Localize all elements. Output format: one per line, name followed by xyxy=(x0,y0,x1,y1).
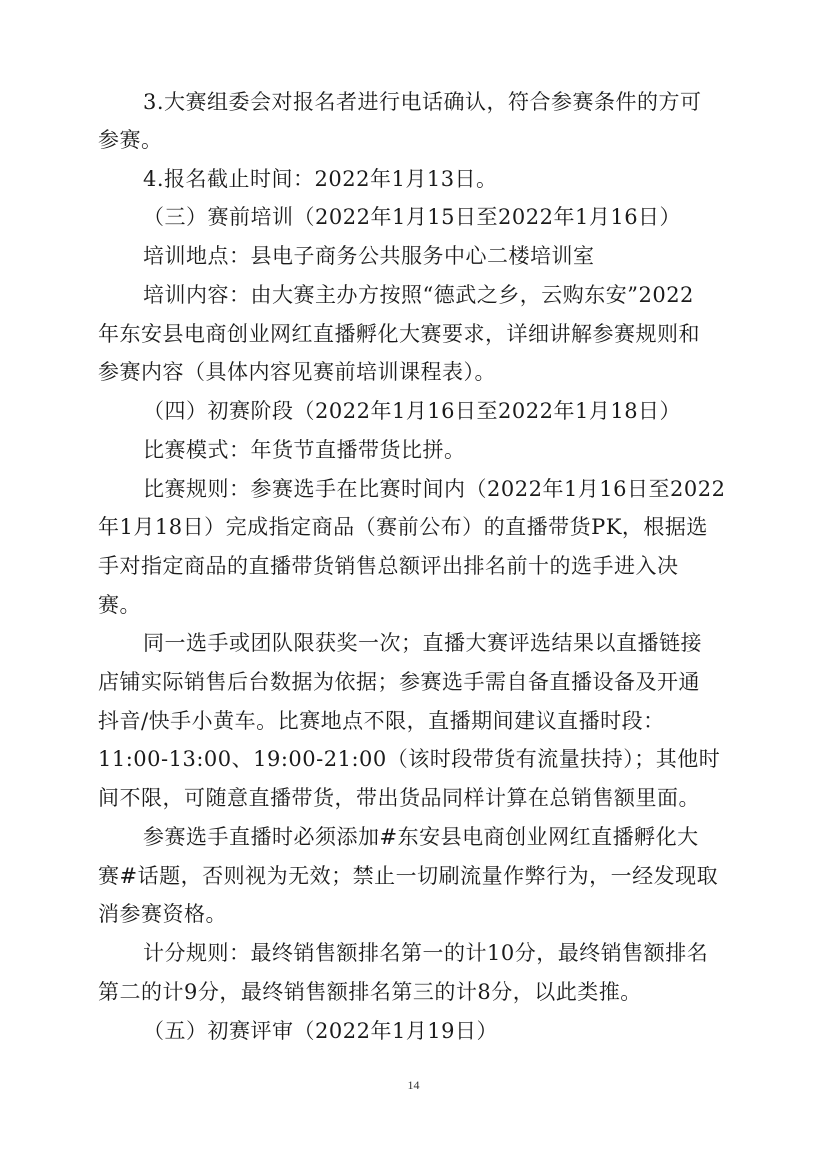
text-line: 参赛内容（具体内容见赛前培训课程表）。 xyxy=(98,360,496,384)
text-line: 培训地点：县电子商务公共服务中心二楼培训室 xyxy=(143,244,595,268)
section-heading: （五）初赛评审（2022年1月19日） xyxy=(143,1019,499,1043)
text-line: 消参赛资格。 xyxy=(98,902,227,926)
text-line: 间不限，可随意直播带货，带出货品同样计算在总销售额里面。 xyxy=(98,786,700,810)
page-number: 14 xyxy=(407,1078,420,1092)
text-line: 同一选手或团队限获奖一次；直播大赛评选结果以直播链接 xyxy=(143,631,702,655)
text-line: 11:00-13:00、19:00-21:00（该时段带货有流量扶持）；其他时 xyxy=(98,747,721,771)
text-line: 3.大赛组委会对报名者进行电话确认，符合参赛条件的方可 xyxy=(143,90,702,114)
text-line: 计分规则：最终销售额排名第一的计10分，最终销售额排名 xyxy=(143,941,709,965)
text-line: 比赛模式：年货节直播带货比拼。 xyxy=(143,438,466,462)
text-line: 抖音/快手小黄车。比赛地点不限，直播期间建议直播时段： xyxy=(98,709,665,733)
text-line: 店铺实际销售后台数据为依据；参赛选手需自备直播设备及开通 xyxy=(98,670,700,694)
text-line: 手对指定商品的直播带货销售总额评出排名前十的选手进入决 xyxy=(98,554,679,578)
text-line: 参赛。 xyxy=(98,128,163,152)
text-line: 第二的计9分，最终销售额排名第三的计8分，以此类推。 xyxy=(98,980,642,1004)
text-line: 参赛选手直播时必须添加#东安县电商创业网红直播孵化大 xyxy=(143,825,699,849)
text-line: 年东安县电商创业网红直播孵化大赛要求，详细讲解参赛规则和 xyxy=(98,322,700,346)
section-heading: （三）赛前培训（2022年1月15日至2022年1月16日） xyxy=(143,205,682,229)
text-line: 4.报名截止时间：2022年1月13日。 xyxy=(143,167,498,191)
section-heading: （四）初赛阶段（2022年1月16日至2022年1月18日） xyxy=(143,399,682,423)
text-line: 赛#话题，否则视为无效；禁止一切刷流量作弊行为，一经发现取 xyxy=(98,864,719,888)
text-line: 赛。 xyxy=(98,593,141,617)
text-line: 培训内容：由大赛主办方按照“德武之乡，云购东安”2022 xyxy=(143,283,694,307)
text-line: 比赛规则：参赛选手在比赛时间内（2022年1月16日至2022 xyxy=(143,477,726,501)
text-line: 年1月18日）完成指定商品（赛前公布）的直播带货PK，根据选 xyxy=(98,515,708,539)
